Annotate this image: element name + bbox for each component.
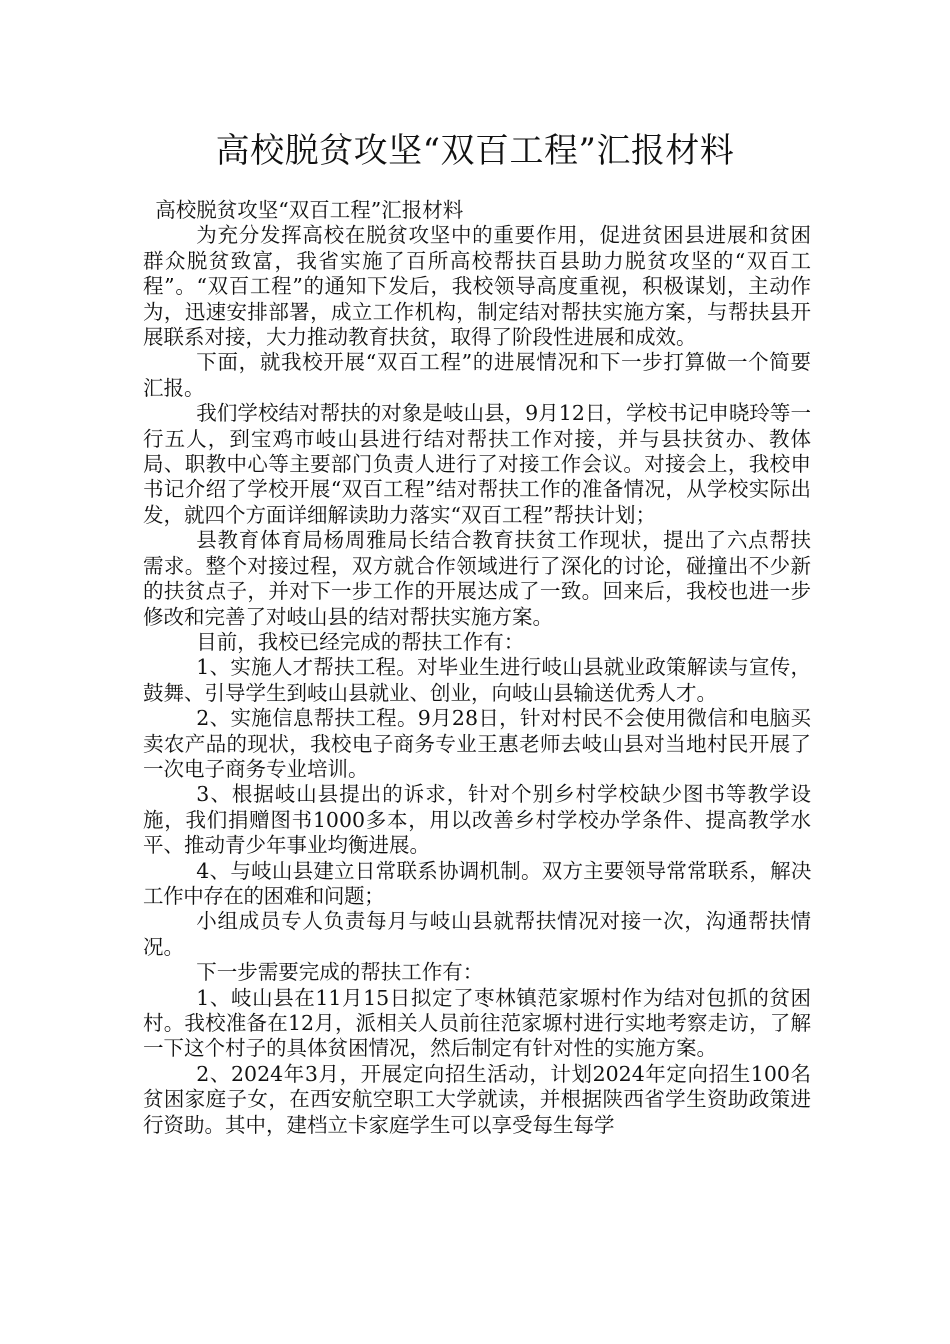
paragraph-next-heading: 下一步需要完成的帮扶工作有： [196,960,484,985]
document-subtitle: 高校脱贫攻坚“双百工程”汇报材料 [155,198,464,222]
document-title: 高校脱贫攻坚“双百工程”汇报材料 [215,131,735,171]
document-body [143,198,811,1138]
paragraph-needs: 县教育体育局杨周雅局长结合教育扶贫工作现状，提出了六点帮扶需求。整个对接过程，双方就合作领域进行了深化的讨论，碰撞出不少新的扶贫点子，并对下一步工作的开展达成了一致。回来后，我校也进一步修改和完善了对岐山县的结对帮扶实施方案。 [143,528,811,629]
paragraph-completed-item-2: 2、实施信息帮扶工程。9月28日，针对村民不会使用微信和电脑买卖农产品的现状，我校电子商务专业王惠老师去岐山县对当地村民开展了一次电子商务专业培训。 [143,706,811,781]
paragraph-next-item-2: 2、2024年3月，开展定向招生活动，计划2024年定向招生100名贫困家庭子女，在西安航空职工大学就读，并根据陕西省学生资助政策进行资助。其中，建档立卡家庭学生可以享受每生每学 [143,1061,811,1137]
paragraph-next-item-1: 1、岐山县在11月15日拟定了枣林镇范家塬村作为结对包抓的贫困村。我校准备在12月，派相关人员前往范家塬村进行实地考察走访，了解一下这个村子的具体贫困情况，然后制定有针对性的实施方案。 [143,985,811,1061]
paragraph-monthly-contact: 小组成员专人负责每月与岐山县就帮扶情况对接一次，沟通帮扶情况。 [143,909,811,959]
paragraph-intro: 为充分发挥高校在脱贫攻坚中的重要作用，促进贫困县进展和贫困群众脱贫致富，我省实施了百所高校帮扶百县助力脱贫攻坚的“双百工程”。“双百工程”的通知下发后，我校领导高度重视，积极谋划，主动作为，迅速安排部署，成立工作机构，制定结对帮扶实施方案，与帮扶县开展联系对接，大力推动教育扶贫，取得了阶段性进展和成效。 [143,223,811,350]
paragraph-completed-heading: 目前，我校已经完成的帮扶工作有： [196,629,525,654]
paragraph-completed-item-4: 4、与岐山县建立日常联系协调机制。双方主要领导常常联系，解决工作中存在的困难和问题； [143,858,811,908]
paragraph-completed-item-1: 1、实施人才帮扶工程。对毕业生进行岐山县就业政策解读与宣传，鼓舞、引导学生到岐山县就业、创业，向岐山县输送优秀人才。 [143,655,811,705]
paragraph-completed-item-3: 3、根据岐山县提出的诉求，针对个别乡村学校缺少图书等教学设施，我们捐赠图书1000多本，用以改善乡村学校办学条件、提高教学水平、推动青少年事业均衡进展。 [143,782,811,858]
paragraph-overview: 下面，就我校开展“双百工程”的进展情况和下一步打算做一个简要汇报。 [143,350,811,400]
paragraph-pairing-visit: 我们学校结对帮扶的对象是岐山县，9月12日，学校书记申晓玲等一行五人，到宝鸡市岐山县进行结对帮扶工作对接，并与县扶贫办、教体局、职教中心等主要部门负责人进行了对接工作会议。对接会上，我校申书记介绍了学校开展“双百工程”结对帮扶工作的准备情况，从学校实际出发，就四个方面详细解读助力落实“双百工程”帮扶计划； [143,401,811,527]
